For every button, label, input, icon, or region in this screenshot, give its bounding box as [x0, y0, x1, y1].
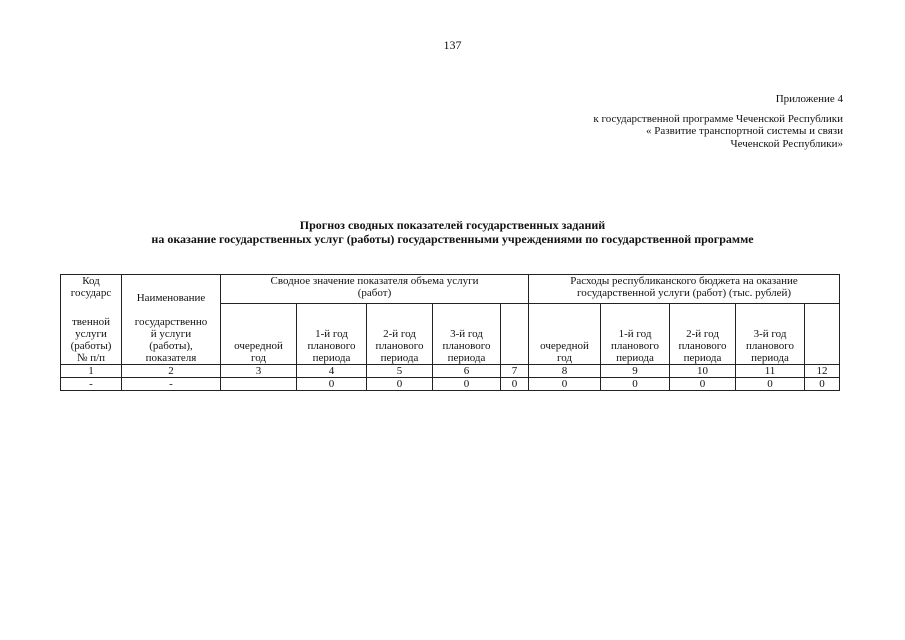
table-row	[61, 378, 840, 391]
table-cell: 0	[670, 378, 736, 391]
appendix-block	[593, 93, 843, 150]
forecast-table	[60, 274, 840, 391]
column-number-cell: 12	[805, 365, 840, 378]
table-cell: 0	[433, 378, 501, 391]
appendix-program-name-line: « Развитие транспортной системы и связи	[646, 125, 843, 137]
column-number-cell: 11	[736, 365, 805, 378]
appendix-program-line: к государственной программе Чеченской Республики	[593, 112, 843, 125]
table-cell: 0	[805, 378, 840, 391]
header-budget-current-year: очередной год	[529, 304, 601, 365]
column-number-cell: 2	[122, 365, 221, 378]
header-budget-year-2: 2-й год планового периода	[670, 304, 736, 365]
column-number-cell: 6	[433, 365, 501, 378]
table-cell: 0	[529, 378, 601, 391]
header-volume-group: Сводное значение показателя объема услуги (работ)	[221, 275, 529, 304]
header-budget-group: Расходы республиканского бюджета на оказание государственной услуги (работ) (тыс. рублей)	[529, 275, 840, 304]
table-cell: 0	[601, 378, 670, 391]
header-volume-year-1: 1-й год планового периода	[297, 304, 367, 365]
header-budget-year-1: 1-й год планового периода	[601, 304, 670, 365]
title-line-1: Прогноз сводных показателей государственных заданий	[299, 218, 606, 232]
table-cell: 0	[367, 378, 433, 391]
column-number-cell: 5	[367, 365, 433, 378]
table-cell: -	[61, 378, 122, 391]
header-name-bottom: государственно й услуги (работы), показателя	[122, 304, 221, 365]
table-cell: 0	[297, 378, 367, 391]
header-name-top: Наименование	[122, 275, 221, 304]
header-code-bottom: твенной услуги (работы) № п/п	[61, 304, 122, 365]
header-volume-year-2: 2-й год планового периода	[367, 304, 433, 365]
table-cell: 0	[501, 378, 529, 391]
column-number-cell: 7	[501, 365, 529, 378]
table-cell: -	[122, 378, 221, 391]
header-code-top: Код государс	[61, 275, 122, 304]
column-number-cell: 1	[61, 365, 122, 378]
appendix-label: Приложение 4	[775, 93, 843, 105]
column-number-cell: 3	[221, 365, 297, 378]
appendix-republic-line: Чеченской Республики»	[730, 137, 843, 150]
document-title	[0, 218, 905, 246]
title-line-2: на оказание государственных услуг (работы) государственными учреждениями по государственной программе	[151, 232, 754, 246]
column-number-cell: 9	[601, 365, 670, 378]
header-volume-extra	[501, 304, 529, 365]
table-cell	[221, 378, 297, 391]
column-number-cell: 4	[297, 365, 367, 378]
header-volume-year-3: 3-й год планового периода	[433, 304, 501, 365]
header-budget-year-3: 3-й год планового периода	[736, 304, 805, 365]
column-number-cell: 10	[670, 365, 736, 378]
column-number-row	[61, 365, 840, 378]
page-number: 137	[443, 38, 462, 52]
header-row-groups	[61, 275, 840, 304]
column-number-cell: 8	[529, 365, 601, 378]
header-volume-current-year: очередной год	[221, 304, 297, 365]
table-cell: 0	[736, 378, 805, 391]
header-row-subcolumns	[61, 304, 840, 365]
header-budget-extra	[805, 304, 840, 365]
